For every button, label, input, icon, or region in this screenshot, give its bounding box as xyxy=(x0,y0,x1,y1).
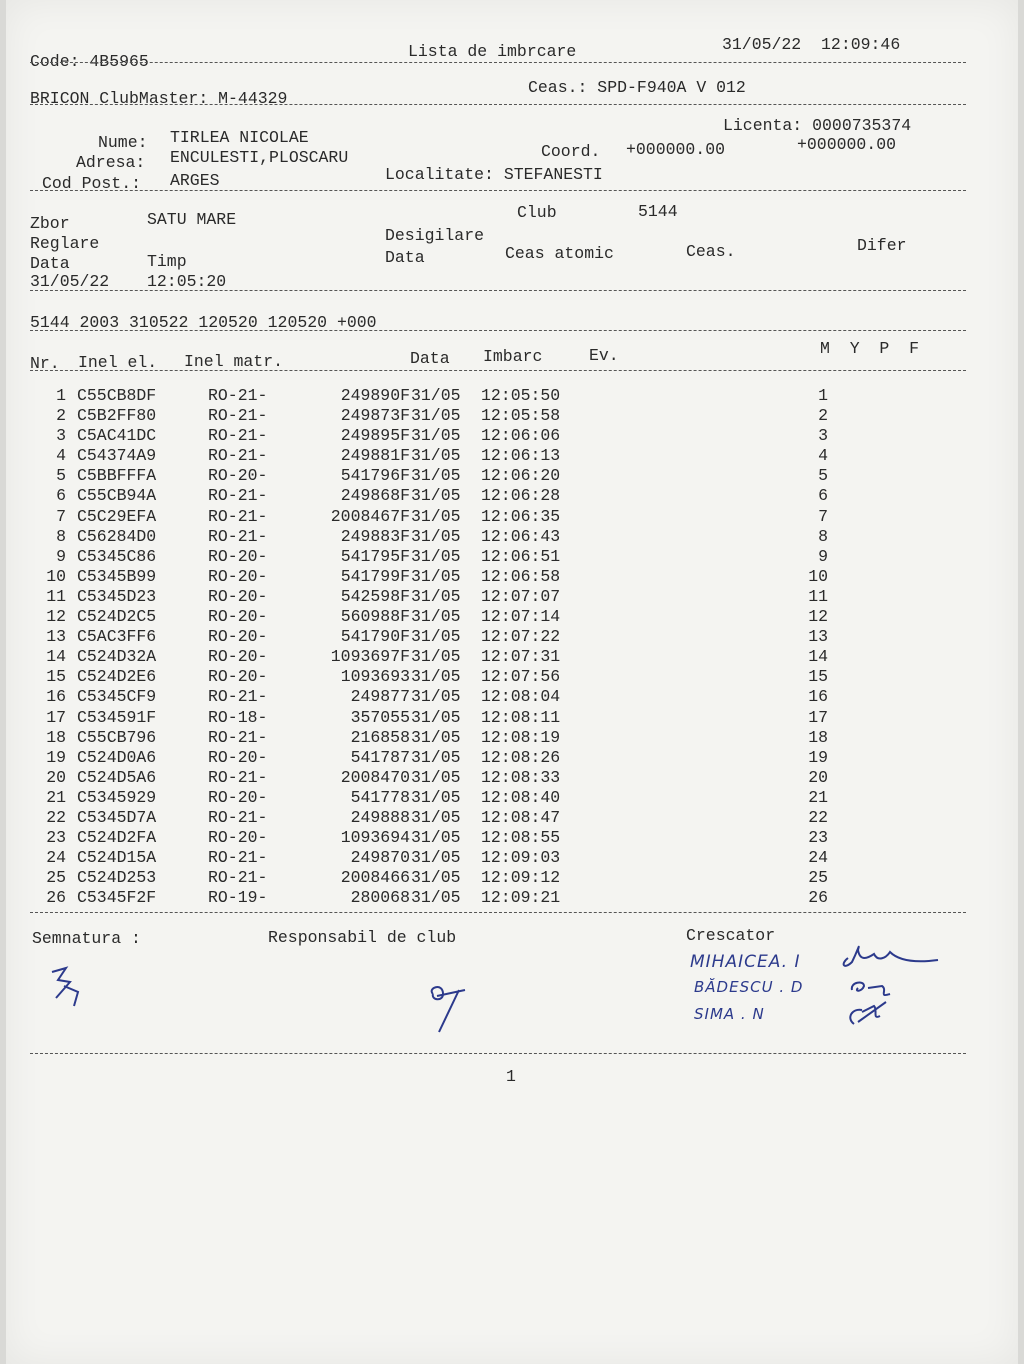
ring-number: 280068 xyxy=(350,888,410,908)
coord-label: Coord. xyxy=(541,142,601,161)
ring-number: 216858 xyxy=(350,727,410,747)
boarding-time: 12:06:51 xyxy=(481,546,561,566)
row-nr: 24 xyxy=(46,848,66,868)
row-nr: 7 xyxy=(56,506,66,526)
boarding-time: 12:07:07 xyxy=(481,586,561,606)
device-label: BRICON ClubMaster: M-44329 xyxy=(30,89,288,108)
boarding-date: 31/05 xyxy=(411,406,461,426)
row-nr: 12 xyxy=(46,607,66,627)
col-nr: Nr. xyxy=(30,354,60,373)
boarding-date: 31/05 xyxy=(411,506,461,526)
ring-number: 249895F xyxy=(340,426,410,446)
table-row xyxy=(30,386,870,406)
electronic-ring: C5BBFFFA xyxy=(77,466,157,486)
row-nr: 1 xyxy=(56,386,66,405)
ring-number: 249877 xyxy=(350,687,410,707)
ring-prefix: RO-21- xyxy=(208,868,268,888)
ring-prefix: RO-19- xyxy=(208,888,268,908)
table-row xyxy=(30,627,870,647)
postcode-label: Cod Post.: xyxy=(42,174,142,193)
table-row xyxy=(30,406,870,426)
breeder-name-2: BĂDESCU . D xyxy=(694,978,804,996)
position-m: 14 xyxy=(808,647,828,667)
row-nr: 23 xyxy=(46,828,66,848)
position-m: 1 xyxy=(818,386,828,405)
flight-label: Zbor xyxy=(30,214,70,233)
row-nr: 6 xyxy=(56,486,66,506)
electronic-ring: C55CB796 xyxy=(77,727,157,747)
boarding-time: 12:08:11 xyxy=(481,707,561,727)
boarding-date: 31/05 xyxy=(411,787,461,807)
boarding-date: 31/05 xyxy=(411,807,461,827)
name-label: Nume: xyxy=(98,133,148,152)
electronic-ring: C534591F xyxy=(77,707,157,727)
row-nr: 2 xyxy=(56,406,66,426)
ring-prefix: RO-20- xyxy=(208,787,268,807)
clock-label: Ceas.: SPD-F940A V 012 xyxy=(528,78,746,97)
electronic-ring: C5345C86 xyxy=(77,546,157,566)
electronic-ring: C524D2E6 xyxy=(77,667,157,687)
table-row xyxy=(30,466,870,486)
setting-label: Reglare xyxy=(30,234,100,253)
row-nr: 3 xyxy=(56,426,66,446)
boarding-date: 31/05 xyxy=(411,546,461,566)
ring-number: 541790F xyxy=(340,627,410,647)
table-row xyxy=(30,788,870,808)
electronic-ring: C5C29EFA xyxy=(77,506,157,526)
boarding-time: 12:06:06 xyxy=(481,426,561,446)
breeder-label: Crescator xyxy=(686,926,776,945)
boarding-date: 31/05 xyxy=(411,526,461,546)
divider xyxy=(30,104,966,105)
boarding-time: 12:06:13 xyxy=(481,446,561,466)
col-ring-electronic: Inel el. xyxy=(78,353,158,372)
ring-number: 249868F xyxy=(340,486,410,506)
boarding-date: 31/05 xyxy=(411,888,461,908)
position-m: 15 xyxy=(808,667,828,687)
boarding-date: 31/05 xyxy=(411,486,461,506)
table-row xyxy=(30,426,870,446)
position-m: 21 xyxy=(808,787,828,807)
boarding-time: 12:07:56 xyxy=(481,667,561,687)
position-m: 11 xyxy=(808,586,828,606)
print-datetime: 31/05/22 12:09:46 xyxy=(722,35,901,54)
position-m: 12 xyxy=(808,607,828,627)
electronic-ring: C5345CF9 xyxy=(77,687,157,707)
club-responsible-label: Responsabil de club xyxy=(268,928,457,947)
table-row xyxy=(30,647,870,667)
position-m: 16 xyxy=(808,687,828,707)
position-m: 23 xyxy=(808,828,828,848)
boarding-time: 12:06:35 xyxy=(481,506,561,526)
ring-number: 249881F xyxy=(340,446,410,466)
boarding-time: 12:06:43 xyxy=(481,526,561,546)
electronic-ring: C5345D7A xyxy=(77,807,157,827)
code-line: 5144 2003 310522 120520 120520 +000 xyxy=(30,313,377,332)
ring-prefix: RO-21- xyxy=(208,767,268,787)
boarding-date: 31/05 xyxy=(411,727,461,747)
boarding-date: 31/05 xyxy=(411,446,461,466)
boarding-date: 31/05 xyxy=(411,828,461,848)
position-m: 10 xyxy=(808,566,828,586)
breeder-name-1: MIHAICEA. I xyxy=(690,952,801,972)
setting-time: 12:05:20 xyxy=(147,272,227,291)
difference-label: Difer xyxy=(857,236,907,255)
divider xyxy=(30,330,966,331)
position-m: 18 xyxy=(808,727,828,747)
document-title: Lista de imbrcare xyxy=(408,42,577,61)
boarding-time: 12:06:20 xyxy=(481,466,561,486)
row-nr: 16 xyxy=(46,687,66,707)
table-row xyxy=(30,848,870,868)
col-date: Data xyxy=(410,349,450,368)
position-m: 20 xyxy=(808,767,828,787)
table-row xyxy=(30,828,870,848)
electronic-ring: C5AC3FF6 xyxy=(77,627,157,647)
divider xyxy=(30,1053,966,1054)
row-nr: 17 xyxy=(46,707,66,727)
boarding-time: 12:08:40 xyxy=(481,787,561,807)
ring-number: 560988F xyxy=(340,607,410,627)
coord-y: +000000.00 xyxy=(797,135,897,154)
ring-number: 249890F xyxy=(340,386,410,405)
boarding-date: 31/05 xyxy=(411,426,461,446)
boarding-time: 12:09:21 xyxy=(481,888,561,908)
ring-prefix: RO-21- xyxy=(208,486,268,506)
electronic-ring: C524D2FA xyxy=(77,828,157,848)
electronic-ring: C5345B99 xyxy=(77,566,157,586)
position-m: 25 xyxy=(808,868,828,888)
boarding-date: 31/05 xyxy=(411,627,461,647)
boarding-time: 12:07:22 xyxy=(481,627,561,647)
boarding-time: 12:08:47 xyxy=(481,807,561,827)
electronic-ring: C5AC41DC xyxy=(77,426,157,446)
ring-number: 249888 xyxy=(350,807,410,827)
boarding-date: 31/05 xyxy=(411,868,461,888)
club-number: 5144 xyxy=(638,202,678,221)
col-boarding: Imbarc xyxy=(483,347,543,366)
table-row xyxy=(30,667,870,687)
table-row xyxy=(30,527,870,547)
ring-number: 2008467F xyxy=(330,506,410,526)
ring-prefix: RO-20- xyxy=(208,667,268,687)
position-m: 8 xyxy=(818,526,828,546)
flight-name: SATU MARE xyxy=(147,210,237,229)
boarding-date: 31/05 xyxy=(411,647,461,667)
ring-number: 541778 xyxy=(350,787,410,807)
table-row xyxy=(30,868,870,888)
position-m: 26 xyxy=(808,888,828,908)
row-nr: 19 xyxy=(46,747,66,767)
table-row xyxy=(30,808,870,828)
position-m: 13 xyxy=(808,627,828,647)
boarding-time: 12:07:31 xyxy=(481,647,561,667)
table-row xyxy=(30,687,870,707)
position-m: 7 xyxy=(818,506,828,526)
boarding-time: 12:05:58 xyxy=(481,406,561,426)
boarding-date: 31/05 xyxy=(411,586,461,606)
ring-prefix: RO-21- xyxy=(208,848,268,868)
position-m: 5 xyxy=(818,466,828,486)
table-row xyxy=(30,888,870,908)
table-row xyxy=(30,507,870,527)
ring-prefix: RO-21- xyxy=(208,386,268,405)
position-m: 22 xyxy=(808,807,828,827)
boarding-time: 12:08:04 xyxy=(481,687,561,707)
signature-label: Semnatura : xyxy=(32,929,141,948)
coord-x: +000000.00 xyxy=(626,140,726,159)
divider xyxy=(30,290,966,291)
clock-col-label: Ceas. xyxy=(686,242,736,261)
electronic-ring: C56284D0 xyxy=(77,526,157,546)
time-label: Timp xyxy=(147,252,187,271)
position-m: 4 xyxy=(818,446,828,466)
electronic-ring: C55CB94A xyxy=(77,486,157,506)
electronic-ring: C5B2FF80 xyxy=(77,406,157,426)
owner-address: ENCULESTI,PLOSCARU xyxy=(170,148,349,167)
ring-prefix: RO-20- xyxy=(208,586,268,606)
table-row xyxy=(30,486,870,506)
position-m: 19 xyxy=(808,747,828,767)
row-nr: 5 xyxy=(56,466,66,486)
ring-number: 541795F xyxy=(340,546,410,566)
row-nr: 25 xyxy=(46,868,66,888)
table-row xyxy=(30,728,870,748)
electronic-ring: C524D5A6 xyxy=(77,767,157,787)
code-label: Code: 4B5965 xyxy=(30,52,149,71)
atomic-clock-label: Ceas atomic xyxy=(505,244,614,263)
ring-prefix: RO-21- xyxy=(208,446,268,466)
row-nr: 11 xyxy=(46,586,66,606)
ring-number: 2008466 xyxy=(340,868,410,888)
ring-number: 1093693 xyxy=(340,667,410,687)
boarding-time: 12:06:28 xyxy=(481,486,561,506)
row-nr: 13 xyxy=(46,627,66,647)
boarding-date: 31/05 xyxy=(411,667,461,687)
row-nr: 22 xyxy=(46,807,66,827)
ring-number: 542598F xyxy=(340,586,410,606)
ring-number: 541796F xyxy=(340,466,410,486)
row-nr: 9 xyxy=(56,546,66,566)
ring-prefix: RO-21- xyxy=(208,526,268,546)
owner-name: TIRLEA NICOLAE xyxy=(170,128,309,147)
boarding-time: 12:08:26 xyxy=(481,747,561,767)
table-row xyxy=(30,547,870,567)
ring-prefix: RO-21- xyxy=(208,426,268,446)
table-row xyxy=(30,587,870,607)
ring-prefix: RO-20- xyxy=(208,627,268,647)
boarding-date: 31/05 xyxy=(411,767,461,787)
boarding-date: 31/05 xyxy=(411,747,461,767)
row-nr: 14 xyxy=(46,647,66,667)
electronic-ring: C55CB8DF xyxy=(77,386,157,405)
position-m: 24 xyxy=(808,848,828,868)
club-signature-mark xyxy=(425,980,475,1040)
row-nr: 10 xyxy=(46,566,66,586)
electronic-ring: C5345F2F xyxy=(77,888,157,908)
electronic-ring: C5345929 xyxy=(77,787,157,807)
ring-number: 2008470 xyxy=(340,767,410,787)
locality-label: Localitate: STEFANESTI xyxy=(385,165,603,184)
date-label-2: Data xyxy=(385,248,425,267)
ring-number: 1093694 xyxy=(340,828,410,848)
boarding-date: 31/05 xyxy=(411,687,461,707)
date-label: Data xyxy=(30,254,70,273)
ring-prefix: RO-21- xyxy=(208,506,268,526)
boarding-time: 12:09:03 xyxy=(481,848,561,868)
electronic-ring: C5345D23 xyxy=(77,586,157,606)
boarding-time: 12:08:33 xyxy=(481,767,561,787)
table-row xyxy=(30,567,870,587)
divider xyxy=(30,190,966,191)
ring-number: 249873F xyxy=(340,406,410,426)
position-m: 9 xyxy=(818,546,828,566)
divider xyxy=(30,912,966,913)
breeder-name-3: SIMA . N xyxy=(694,1005,765,1023)
position-m: 2 xyxy=(818,406,828,426)
table-row xyxy=(30,607,870,627)
table-row xyxy=(30,708,870,728)
row-nr: 21 xyxy=(46,787,66,807)
table-row xyxy=(30,768,870,788)
boarding-time: 12:07:14 xyxy=(481,607,561,627)
boarding-date: 31/05 xyxy=(411,466,461,486)
boarding-time: 12:09:12 xyxy=(481,868,561,888)
boarding-table xyxy=(30,386,870,908)
signature-mark xyxy=(44,962,94,1012)
row-nr: 15 xyxy=(46,667,66,687)
boarding-time: 12:06:58 xyxy=(481,566,561,586)
boarding-date: 31/05 xyxy=(411,848,461,868)
license-label: Licenta: 0000735374 xyxy=(723,116,912,135)
setting-date: 31/05/22 xyxy=(30,272,110,291)
ring-number: 541787 xyxy=(350,747,410,767)
address-label: Adresa: xyxy=(76,153,146,172)
col-ring-number: Inel matr. xyxy=(184,352,284,371)
row-nr: 26 xyxy=(46,888,66,908)
boarding-time: 12:08:55 xyxy=(481,828,561,848)
divider xyxy=(30,370,966,371)
club-label: Club xyxy=(517,203,557,222)
ring-prefix: RO-21- xyxy=(208,687,268,707)
electronic-ring: C524D0A6 xyxy=(77,747,157,767)
boarding-date: 31/05 xyxy=(411,566,461,586)
boarding-date: 31/05 xyxy=(411,707,461,727)
col-mypf: M Y P F xyxy=(820,339,920,358)
ring-prefix: RO-21- xyxy=(208,406,268,426)
ring-number: 1093697F xyxy=(330,647,410,667)
ring-prefix: RO-20- xyxy=(208,466,268,486)
ring-prefix: RO-20- xyxy=(208,747,268,767)
ring-prefix: RO-21- xyxy=(208,807,268,827)
col-event: Ev. xyxy=(589,346,619,365)
owner-postcode: ARGES xyxy=(170,171,220,190)
ring-prefix: RO-20- xyxy=(208,566,268,586)
ring-prefix: RO-20- xyxy=(208,828,268,848)
electronic-ring: C54374A9 xyxy=(77,446,157,466)
boarding-time: 12:08:19 xyxy=(481,727,561,747)
electronic-ring: C524D2C5 xyxy=(77,607,157,627)
position-m: 6 xyxy=(818,486,828,506)
boarding-date: 31/05 xyxy=(411,607,461,627)
ring-prefix: RO-20- xyxy=(208,607,268,627)
table-row xyxy=(30,748,870,768)
row-nr: 4 xyxy=(56,446,66,466)
ring-prefix: RO-20- xyxy=(208,546,268,566)
ring-number: 249870 xyxy=(350,848,410,868)
row-nr: 20 xyxy=(46,767,66,787)
divider xyxy=(30,62,966,63)
position-m: 17 xyxy=(808,707,828,727)
ring-prefix: RO-18- xyxy=(208,707,268,727)
row-nr: 8 xyxy=(56,526,66,546)
boarding-date: 31/05 xyxy=(411,386,461,405)
row-nr: 18 xyxy=(46,727,66,747)
electronic-ring: C524D253 xyxy=(77,868,157,888)
ring-number: 249883F xyxy=(340,526,410,546)
boarding-time: 12:05:50 xyxy=(481,386,561,405)
table-row xyxy=(30,446,870,466)
ring-number: 357055 xyxy=(350,707,410,727)
position-m: 3 xyxy=(818,426,828,446)
electronic-ring: C524D15A xyxy=(77,848,157,868)
breeder-signatures xyxy=(838,936,948,1036)
electronic-ring: C524D32A xyxy=(77,647,157,667)
unsealing-label: Desigilare xyxy=(385,226,485,245)
ring-prefix: RO-20- xyxy=(208,647,268,667)
ring-number: 541799F xyxy=(340,566,410,586)
ring-prefix: RO-21- xyxy=(208,727,268,747)
page-number: 1 xyxy=(506,1067,516,1086)
